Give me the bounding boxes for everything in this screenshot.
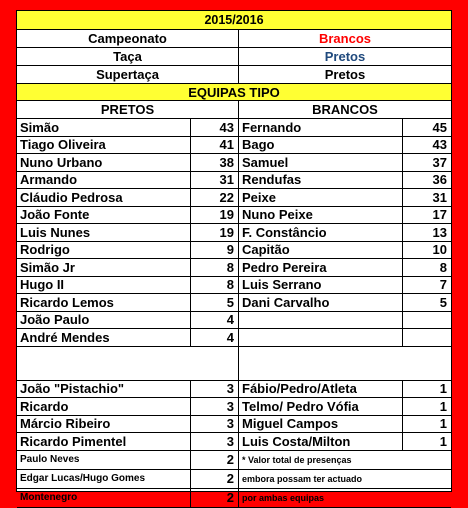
player-games-pretos: 3 xyxy=(191,381,239,399)
table-row xyxy=(17,381,451,399)
player-games-brancos: 10 xyxy=(403,242,451,260)
player-name-brancos: F. Constâncio xyxy=(239,224,403,242)
player-games-brancos: 45 xyxy=(403,119,451,137)
player-games-pretos: 31 xyxy=(191,172,239,190)
player-name-pretos: Armando xyxy=(17,172,191,190)
player-name-pretos: João Fonte xyxy=(17,207,191,225)
competition-row xyxy=(17,66,451,84)
player-name-pretos: Rodrigo xyxy=(17,242,191,260)
player-name-pretos: Luis Nunes xyxy=(17,224,191,242)
team-header-row xyxy=(17,101,451,119)
player-games-brancos xyxy=(403,329,451,347)
player-games-pretos: 3 xyxy=(191,398,239,416)
season-title: 2015/2016 xyxy=(17,11,451,30)
table-row xyxy=(17,329,451,347)
player-games-brancos: 31 xyxy=(403,189,451,207)
section-title-row xyxy=(17,84,451,101)
player-name-brancos: Capitão xyxy=(239,242,403,260)
player-games-brancos: 17 xyxy=(403,207,451,225)
player-games-pretos: 8 xyxy=(191,259,239,277)
stats-table xyxy=(16,10,452,505)
table-row xyxy=(17,154,451,172)
player-name-pretos: André Mendes xyxy=(17,329,191,347)
player-games-brancos: 8 xyxy=(403,259,451,277)
player-games-brancos xyxy=(403,312,451,330)
table-row xyxy=(17,294,451,312)
player-games-pretos: 19 xyxy=(191,207,239,225)
player-games-pretos: 3 xyxy=(191,416,239,434)
player-games-pretos: 22 xyxy=(191,189,239,207)
team-brancos-header: BRANCOS xyxy=(239,101,451,119)
competition-name: Taça xyxy=(17,48,239,66)
player-games-pretos: 41 xyxy=(191,137,239,155)
player-games-pretos: 19 xyxy=(191,224,239,242)
player-games-pretos: 4 xyxy=(191,329,239,347)
player-name-pretos: João "Pistachio" xyxy=(17,381,191,399)
player-name-pretos: Tiago Oliveira xyxy=(17,137,191,155)
player-games-pretos: 2 xyxy=(191,470,239,489)
player-name-brancos: Dani Carvalho xyxy=(239,294,403,312)
competition-winner: Pretos xyxy=(239,66,451,84)
player-name-brancos: Fábio/Pedro/Atleta xyxy=(239,381,403,399)
player-games-brancos: 13 xyxy=(403,224,451,242)
footnote: embora possam ter actuado xyxy=(239,470,451,489)
player-games-brancos: 1 xyxy=(403,381,451,399)
player-games-pretos: 9 xyxy=(191,242,239,260)
player-name-pretos: Simão Jr xyxy=(17,259,191,277)
spacer-left xyxy=(17,347,239,381)
competition-name: Campeonato xyxy=(17,30,239,48)
competition-row xyxy=(17,48,451,66)
table-row xyxy=(17,451,451,470)
player-games-pretos: 8 xyxy=(191,277,239,295)
player-games-brancos: 7 xyxy=(403,277,451,295)
player-games-pretos: 3 xyxy=(191,433,239,451)
footnote: * Valor total de presenças xyxy=(239,451,451,470)
player-games-brancos: 37 xyxy=(403,154,451,172)
team-pretos-header: PRETOS xyxy=(17,101,239,119)
spacer-row xyxy=(17,347,451,381)
player-name-brancos: Peixe xyxy=(239,189,403,207)
player-games-brancos: 1 xyxy=(403,398,451,416)
player-name-pretos: Ricardo Pimentel xyxy=(17,433,191,451)
table-row xyxy=(17,398,451,416)
player-games-brancos: 36 xyxy=(403,172,451,190)
competition-winner: Brancos xyxy=(239,30,451,48)
player-games-brancos: 1 xyxy=(403,433,451,451)
spacer-right xyxy=(239,347,451,381)
table-row xyxy=(17,416,451,434)
player-name-brancos: Bago xyxy=(239,137,403,155)
table-row xyxy=(17,242,451,260)
season-row xyxy=(17,11,451,30)
competition-winner: Pretos xyxy=(239,48,451,66)
player-name-pretos: Cláudio Pedrosa xyxy=(17,189,191,207)
player-name-brancos: Nuno Peixe xyxy=(239,207,403,225)
table-row xyxy=(17,489,451,508)
player-name-pretos: Montenegro xyxy=(17,489,191,508)
table-row xyxy=(17,277,451,295)
player-name-brancos: Pedro Pereira xyxy=(239,259,403,277)
player-games-brancos: 1 xyxy=(403,416,451,434)
player-games-pretos: 2 xyxy=(191,489,239,508)
table-row xyxy=(17,224,451,242)
player-name-brancos: Luis Costa/Milton xyxy=(239,433,403,451)
player-name-pretos: João Paulo xyxy=(17,312,191,330)
player-name-brancos: Rendufas xyxy=(239,172,403,190)
player-games-pretos: 43 xyxy=(191,119,239,137)
player-name-pretos: Márcio Ribeiro xyxy=(17,416,191,434)
player-name-pretos: Nuno Urbano xyxy=(17,154,191,172)
player-name-brancos xyxy=(239,312,403,330)
player-name-pretos: Ricardo xyxy=(17,398,191,416)
player-name-brancos: Miguel Campos xyxy=(239,416,403,434)
player-name-brancos: Luis Serrano xyxy=(239,277,403,295)
table-row xyxy=(17,259,451,277)
table-row xyxy=(17,433,451,451)
player-games-pretos: 2 xyxy=(191,451,239,470)
competition-row xyxy=(17,30,451,48)
footnote: por ambas equipas xyxy=(239,489,451,508)
player-name-pretos: Paulo Neves xyxy=(17,451,191,470)
player-name-brancos: Telmo/ Pedro Vófia xyxy=(239,398,403,416)
player-name-pretos: Hugo II xyxy=(17,277,191,295)
table-row xyxy=(17,312,451,330)
player-games-pretos: 5 xyxy=(191,294,239,312)
player-name-pretos: Simão xyxy=(17,119,191,137)
section-title: EQUIPAS TIPO xyxy=(17,84,451,101)
player-games-pretos: 38 xyxy=(191,154,239,172)
table-row xyxy=(17,172,451,190)
player-name-brancos: Samuel xyxy=(239,154,403,172)
player-name-pretos: Ricardo Lemos xyxy=(17,294,191,312)
table-row xyxy=(17,470,451,489)
table-row xyxy=(17,119,451,137)
player-name-pretos: Edgar Lucas/Hugo Gomes xyxy=(17,470,191,489)
player-games-brancos: 43 xyxy=(403,137,451,155)
table-row xyxy=(17,207,451,225)
player-name-brancos xyxy=(239,329,403,347)
player-games-pretos: 4 xyxy=(191,312,239,330)
table-row xyxy=(17,189,451,207)
table-row xyxy=(17,137,451,155)
competition-name: Supertaça xyxy=(17,66,239,84)
player-games-brancos: 5 xyxy=(403,294,451,312)
player-name-brancos: Fernando xyxy=(239,119,403,137)
